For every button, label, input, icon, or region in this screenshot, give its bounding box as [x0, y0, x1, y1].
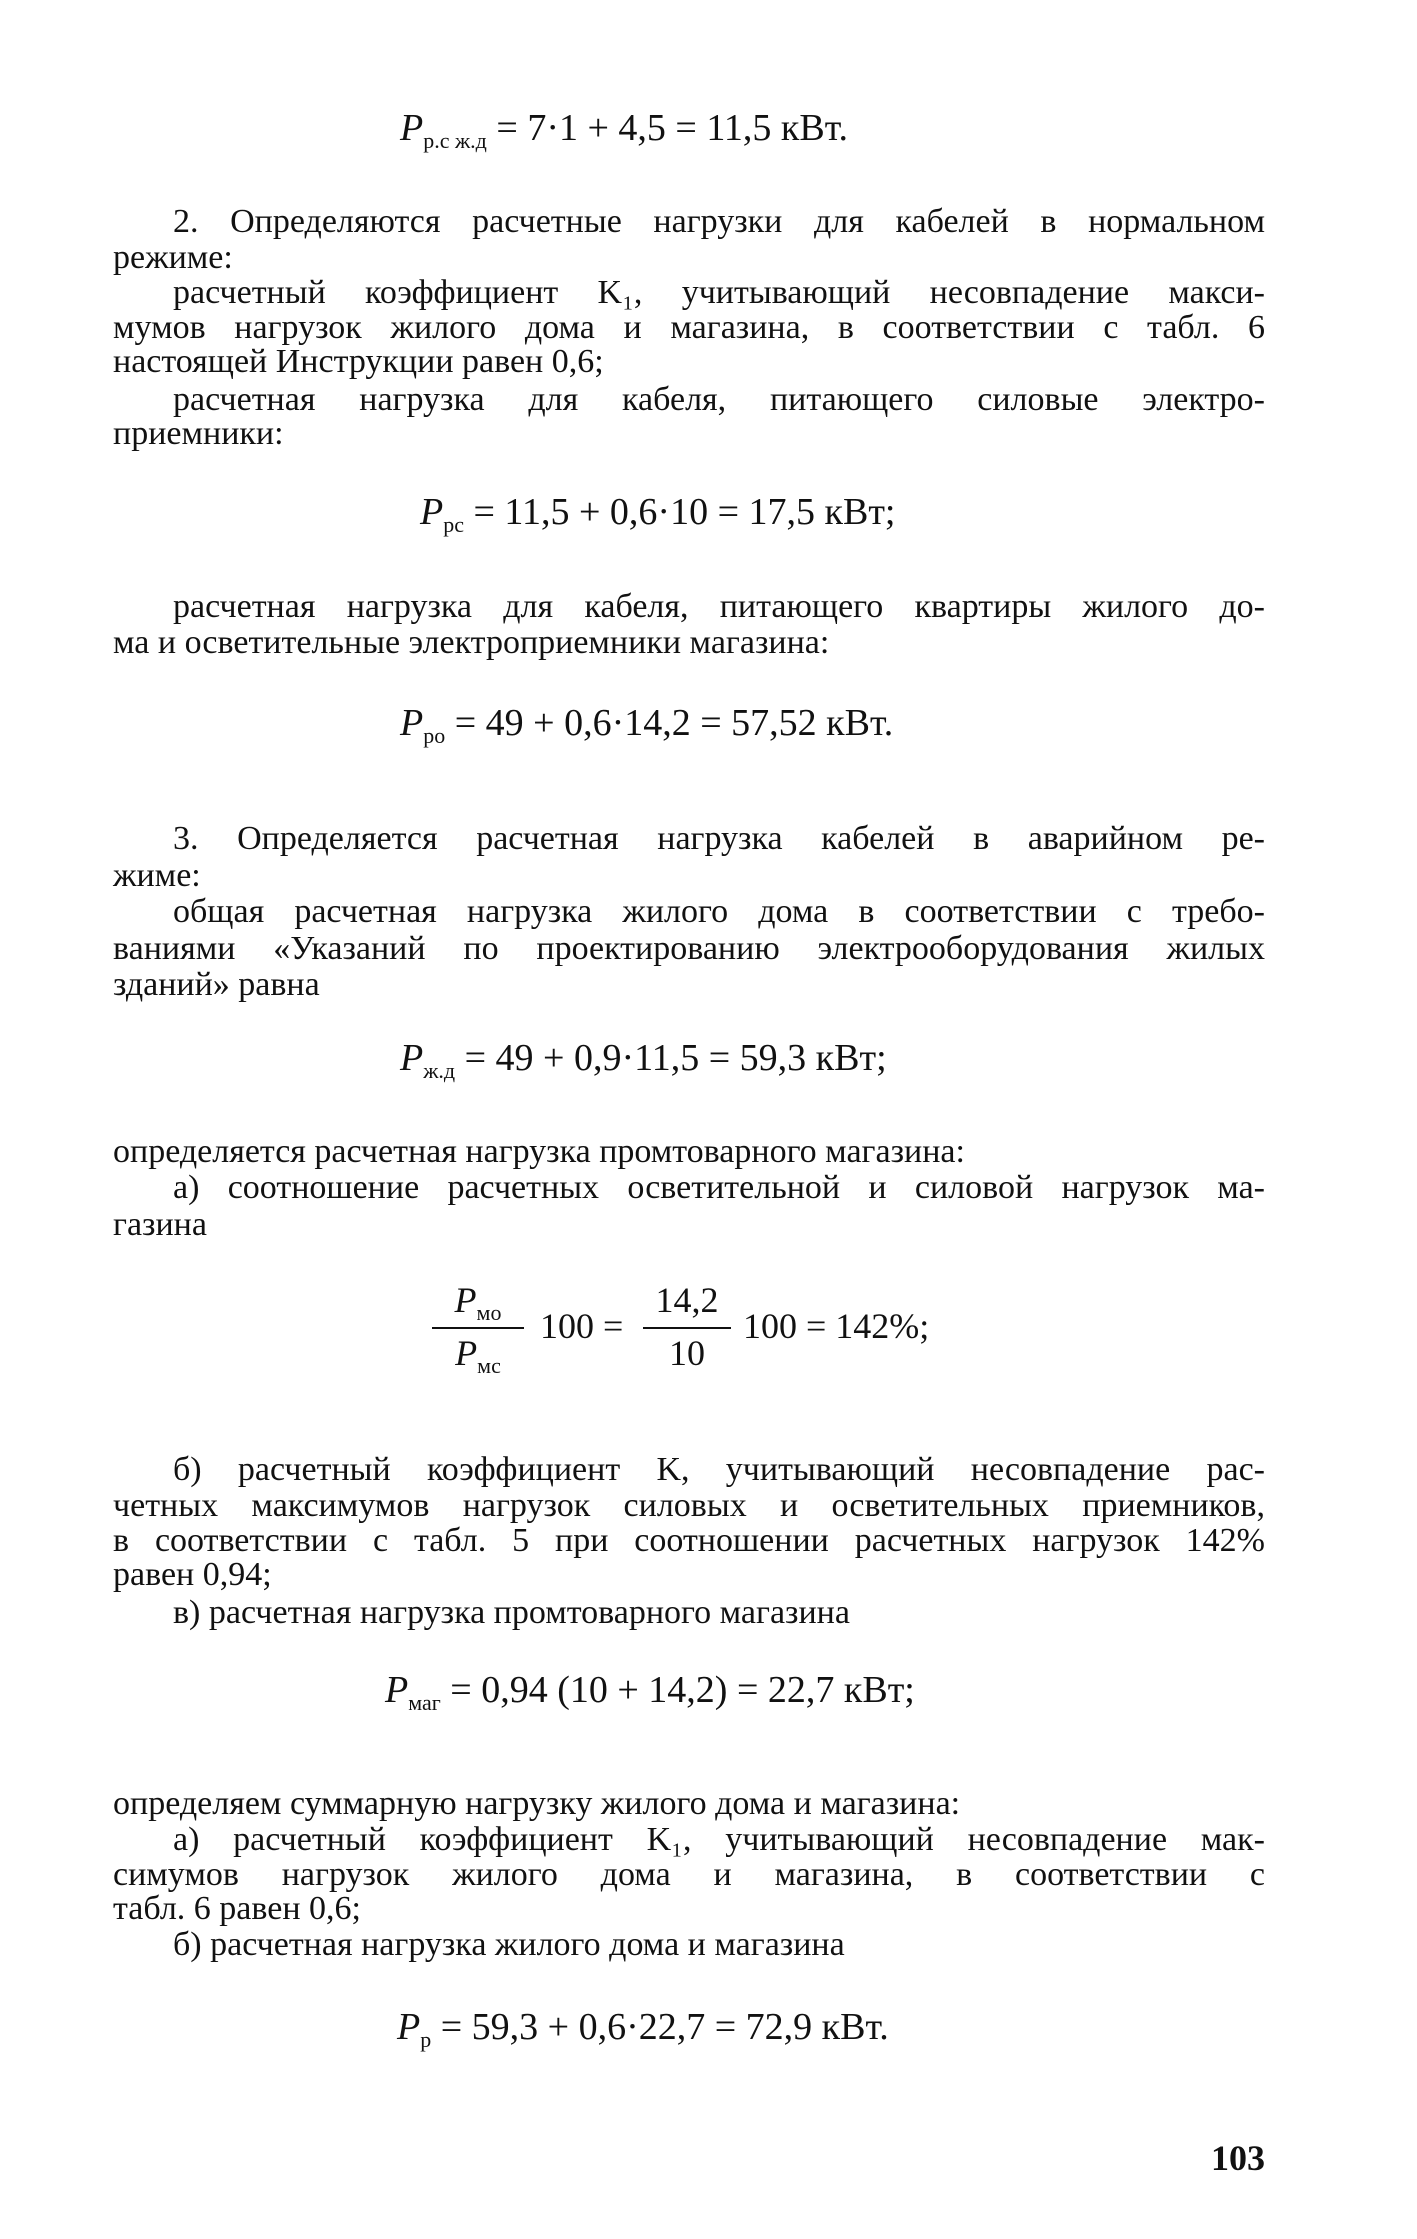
- paragraph-line: в соответствии с табл. 5 при соотношении расчетных нагрузок 142%: [113, 1522, 1265, 1559]
- paragraph-line: б) расчетный коэффициент K, учитывающий несовпадение рас-: [173, 1451, 1265, 1488]
- fraction-numerator: [432, 1282, 524, 1331]
- formula-symbol: P: [454, 1280, 477, 1320]
- formula-subscript: мо: [476, 1300, 502, 1325]
- paragraph-line: симумов нагрузок жилого дома и магазина, в соответствии с: [113, 1856, 1265, 1893]
- formula-p-rs-zhd: [400, 107, 848, 159]
- formula-expression: = 7·1 + 4,5 = 11,5 кВт.: [486, 107, 848, 149]
- paragraph-line: б) расчетная нагрузка жилого дома и магазина: [173, 1926, 845, 1963]
- paragraph-line: общая расчетная нагрузка жилого дома в соответствии с требо-: [173, 893, 1265, 930]
- page-number: 103: [1211, 2138, 1265, 2178]
- paragraph-line: настоящей Инструкции равен 0,6;: [113, 343, 604, 380]
- paragraph-line: ваниями «Указаний по проектированию электрооборудования жилых: [113, 930, 1265, 967]
- formula-subscript: ро: [423, 723, 446, 748]
- formula-subscript: мс: [477, 1353, 501, 1378]
- paragraph-line: определяется расчетная нагрузка промтоварного магазина:: [113, 1133, 965, 1170]
- paragraph-line: равен 0,94;: [113, 1556, 272, 1593]
- formula-symbol: P: [420, 491, 444, 533]
- paragraph-line: приемники:: [113, 415, 284, 452]
- paragraph-line: определяем суммарную нагрузку жилого дома и магазина:: [113, 1785, 961, 1822]
- formula-expression: = 59,3 + 0,6·22,7 = 72,9 кВт.: [431, 2006, 889, 2048]
- formula-expression: = 11,5 + 0,6·10 = 17,5 кВт;: [463, 491, 896, 533]
- formula-p-rs: [420, 491, 896, 543]
- formula-symbol: P: [400, 107, 424, 149]
- paragraph-line: зданий» равна: [113, 966, 320, 1003]
- formula-p-ro: [400, 702, 894, 754]
- formula-expression: = 49 + 0,6·14,2 = 57,52 кВт.: [445, 702, 894, 744]
- paragraph-line: режиме:: [113, 239, 233, 276]
- formula-p-r: [397, 2006, 889, 2058]
- paragraph-line: мумов нагрузок жилого дома и магазина, в соответствии с табл. 6: [113, 309, 1265, 346]
- formula-expression: = 0,94 (10 + 14,2) = 22,7 кВт;: [440, 1669, 915, 1711]
- formula-symbol: P: [385, 1669, 409, 1711]
- formula-symbol: P: [400, 1037, 424, 1079]
- fraction-denominator: [432, 1335, 524, 1384]
- fraction-numerator: 14,2: [655, 1280, 719, 1320]
- paragraph-line: расчетная нагрузка для кабеля, питающего силовые электро-: [173, 381, 1265, 418]
- paragraph-line: табл. 6 равен 0,6;: [113, 1890, 361, 1927]
- paragraph-line: жиме:: [113, 857, 201, 894]
- paragraph-line: ма и осветительные электроприемники магазина:: [113, 624, 830, 661]
- formula-subscript: маг: [408, 1690, 441, 1715]
- fraction-bar: [643, 1327, 731, 1329]
- formula-p-mag: [385, 1669, 915, 1721]
- paragraph-line: а) расчетный коэффициент K₁, учитывающий несовпадение мак-: [173, 1821, 1265, 1858]
- paragraph-line: 2. Определяются расчетные нагрузки для кабелей в нормальном: [173, 203, 1265, 240]
- formula-subscript: р: [420, 2027, 432, 2052]
- formula-subscript: рс: [443, 512, 464, 537]
- formula-middle: 100 =: [540, 1306, 624, 1346]
- fraction-denominator: 10: [669, 1333, 705, 1373]
- formula-symbol: P: [400, 702, 424, 744]
- paragraph-line: газина: [113, 1206, 207, 1243]
- formula-p-zhd: [400, 1037, 887, 1089]
- formula-end: 100 = 142%;: [743, 1306, 930, 1346]
- paragraph-line: а) соотношение расчетных осветительной и силовой нагрузок ма-: [173, 1169, 1265, 1206]
- formula-expression: = 49 + 0,9·11,5 = 59,3 кВт;: [455, 1037, 887, 1079]
- paragraph-line: расчетный коэффициент K₁, учитывающий несовпадение макси-: [173, 274, 1265, 311]
- paragraph-line: 3. Определяется расчетная нагрузка кабелей в аварийном ре-: [173, 820, 1265, 857]
- paragraph-line: расчетная нагрузка для кабеля, питающего квартиры жилого до-: [173, 588, 1265, 625]
- formula-subscript: ж.д: [423, 1058, 456, 1083]
- paragraph-line: четных максимумов нагрузок силовых и осветительных приемников,: [113, 1487, 1265, 1524]
- fraction-bar: [432, 1327, 524, 1329]
- formula-subscript: р.с ж.д: [423, 128, 487, 153]
- paragraph-line: в) расчетная нагрузка промтоварного магазина: [173, 1594, 850, 1631]
- formula-symbol: P: [455, 1333, 478, 1373]
- formula-symbol: P: [397, 2006, 421, 2048]
